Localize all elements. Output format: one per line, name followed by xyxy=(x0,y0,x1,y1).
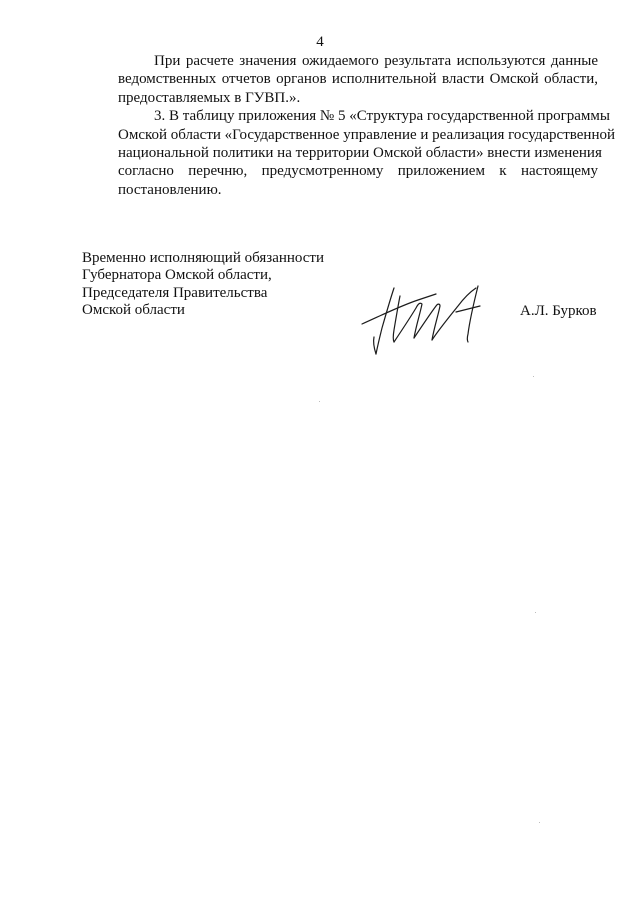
scan-speck xyxy=(319,401,320,402)
document-body xyxy=(82,52,616,199)
position-line: Временно исполняющий обязанности xyxy=(82,250,325,266)
signer-name: А.Л. Бурков xyxy=(520,303,597,319)
paragraph-line: 3. В таблицу приложения № 5 «Структура государственной программы xyxy=(154,108,610,125)
paragraph-line: При расчете значения ожидаемого результата используются данные xyxy=(154,53,598,69)
page-number: 4 xyxy=(316,34,324,50)
paragraph-item-3-amendments xyxy=(82,107,616,199)
paragraph-line: постановлению. xyxy=(118,181,222,198)
handwritten-signature xyxy=(360,282,490,357)
paragraph-line: национальной политики на территории Омской области» внести изменения xyxy=(118,145,602,162)
scan-speck xyxy=(535,612,536,613)
position-line: Председателя Правительства xyxy=(82,284,268,301)
position-line: Омской области xyxy=(82,302,185,319)
scan-speck xyxy=(533,376,534,377)
paragraph-line: согласно перечню, предусмотренному приложением к настоящему xyxy=(118,163,598,180)
paragraph-line: предоставляемых в ГУВП.». xyxy=(118,89,301,106)
paragraph-line: Омской области «Государственное управление и реализация государственной xyxy=(118,126,616,143)
scan-speck xyxy=(539,822,540,823)
position-line: Губернатора Омской области, xyxy=(82,267,272,284)
paragraph-expected-result-source xyxy=(82,52,598,107)
paragraph-line: ведомственных отчетов органов исполнительной власти Омской области, xyxy=(118,71,598,88)
